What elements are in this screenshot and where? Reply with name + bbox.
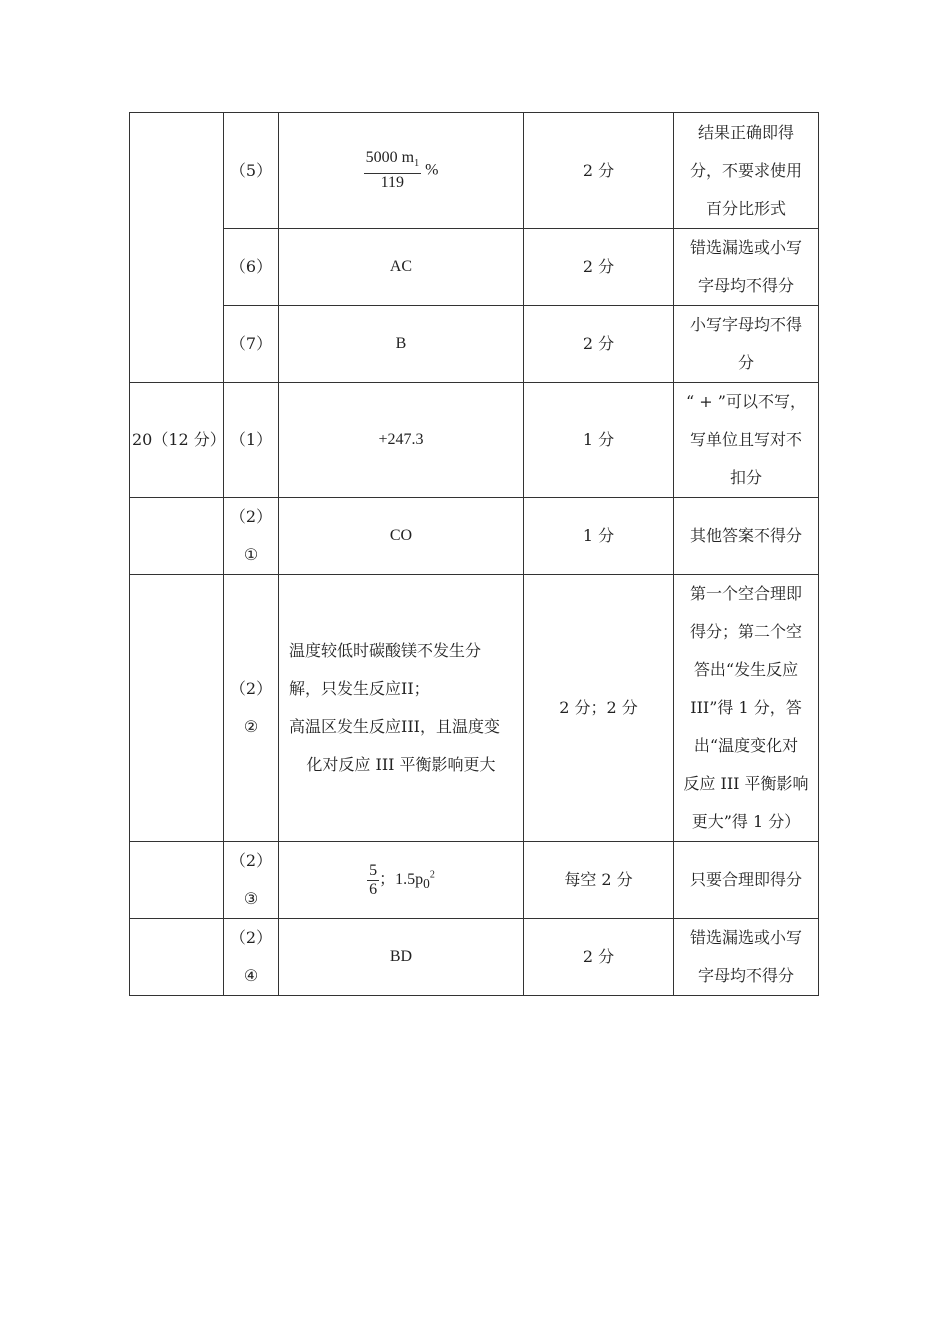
note-line: 字母均不得分 [697,276,794,295]
answer-line: 化对反应 III 平衡影响更大 [306,755,496,774]
answer-cell: B [279,306,524,383]
question-cell [130,842,224,919]
part-line: （2） [229,928,273,947]
table-row [130,919,819,996]
answer-fraction [364,149,421,192]
note-line: 扣分 [729,468,762,487]
part-label [224,919,279,996]
part-label: （6） [224,229,279,306]
note-line: “ + ”可以不写， [686,392,806,411]
part-line: （2） [229,851,273,870]
part-line: ① [243,545,259,564]
notes-cell [674,229,819,306]
note-line: 错选漏选或小写 [689,928,802,947]
notes-cell [674,919,819,996]
answer-cell: CO [279,498,524,575]
table-row [130,383,819,498]
question-cell: 20（12 分） [130,383,224,498]
notes-cell [674,383,819,498]
fraction-denominator: 6 [369,880,378,898]
part-line: ④ [243,966,259,985]
answer-cell [279,113,524,229]
part-label: （1） [224,383,279,498]
part-label [224,575,279,842]
score-cell: 每空 2 分 [524,842,674,919]
part-label [224,498,279,575]
score-cell: 2 分 [524,229,674,306]
note-line: III”得 1 分，答 [690,698,802,717]
scoring-table [129,112,819,996]
part-line: ② [243,717,259,736]
note-line: 小写字母均不得 [689,315,802,334]
suffix-superscript: 2 [429,869,435,881]
part-line: （2） [229,507,273,526]
answer-cell: BD [279,919,524,996]
note-line: 得分；第二个空 [689,622,802,641]
note-line: 出“温度变化对 [693,736,799,755]
part-label [224,842,279,919]
answer-line: 解，只发生反应II； [289,679,430,698]
note-line: 更大”得 1 分） [691,812,801,831]
notes-cell [674,498,819,575]
part-line: ③ [243,889,259,908]
numerator-subscript: 1 [414,158,420,170]
answer-suffix: ；$1.5p_0^2$ [379,869,435,892]
score-cell: 2 分 [524,919,674,996]
note-line: 其他答案不得分 [689,526,802,545]
note-line: 分 [737,353,754,372]
suffix-subscript: 0 [423,876,430,892]
score-cell: 2 分 [524,113,674,229]
question-cell [130,575,224,842]
question-cell [130,498,224,575]
note-line: 结果正确即得 [697,122,794,142]
note-line: 答出“发生反应 [693,660,799,679]
part-label: （7） [224,306,279,383]
part-line: （2） [229,679,273,698]
answer-line: 温度较低时碳酸镁不发生分 [289,641,482,660]
answer-line: 高温区发生反应III，且温度变 [289,717,500,736]
score-cell: 2 分；2 分 [524,575,674,842]
part-label: （5） [224,113,279,229]
fraction-numerator: 5000 $m_1$ [364,149,421,174]
note-line: 分，不要求使用 [689,160,802,180]
notes-cell [674,842,819,919]
table-row [130,498,819,575]
fraction-denominator: 119 [380,174,405,192]
note-line: 写单位且写对不 [689,430,802,449]
table-row [130,229,819,306]
note-line: 百分比形式 [705,198,786,218]
question-cell [130,113,224,383]
table-row [130,575,819,842]
table-row [130,113,819,229]
answer-cell [279,575,524,842]
note-line: 第一个空合理即 [689,584,802,603]
score-cell: 2 分 [524,306,674,383]
note-line: 字母均不得分 [697,966,794,985]
table-row [130,842,819,919]
score-cell: 1 分 [524,498,674,575]
question-cell [130,919,224,996]
notes-cell [674,113,819,229]
answer-fraction [367,862,379,899]
notes-cell [674,575,819,842]
score-cell: 1 分 [524,383,674,498]
note-line: 错选漏选或小写 [689,238,802,257]
answer-cell: AC [279,229,524,306]
table-row [130,306,819,383]
fraction-numerator: 5 [369,861,378,879]
notes-cell [674,306,819,383]
answer-cell: +247.3 [279,383,524,498]
note-line: 只要合理即得分 [689,870,802,889]
answer-cell [279,842,524,919]
note-line: 反应 III 平衡影响 [683,774,809,793]
answer-suffix: % [425,161,439,179]
